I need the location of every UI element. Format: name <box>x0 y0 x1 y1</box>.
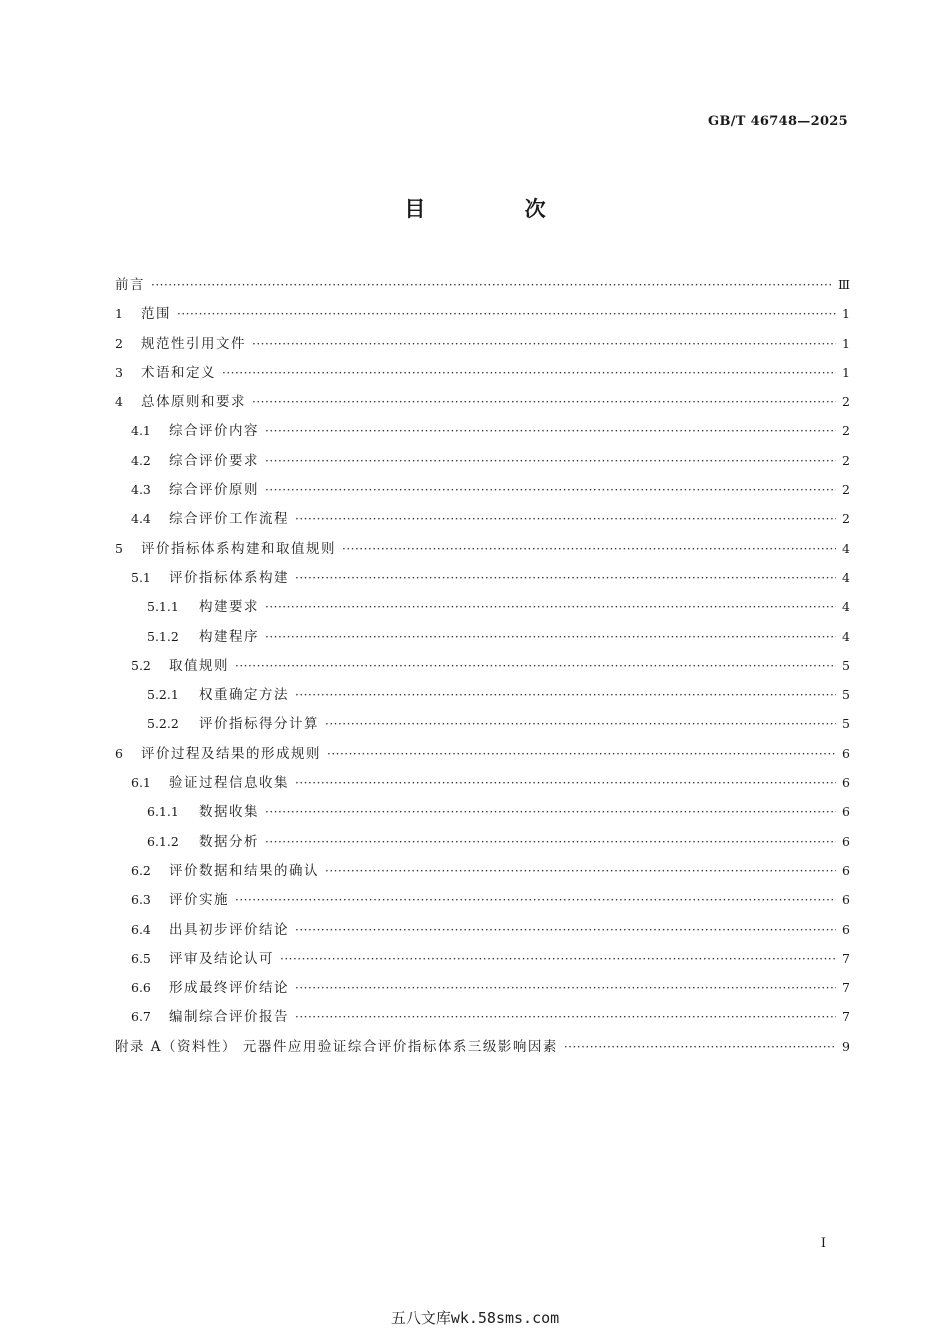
toc-entry-page: 4 <box>842 569 850 585</box>
toc-entry[interactable] <box>115 475 850 504</box>
toc-entry-number: 5.2 <box>131 657 151 673</box>
toc-entry-number: 6.1.1 <box>147 804 179 820</box>
dot-leader <box>265 447 836 476</box>
toc-entry-label: 综合评价原则 <box>169 482 259 499</box>
toc-entry[interactable] <box>115 651 850 680</box>
toc-entry[interactable] <box>115 592 850 621</box>
page-folio: I <box>820 1236 826 1251</box>
toc-entry-number: 6.1.2 <box>147 833 179 849</box>
toc-entry-number: 5.1.1 <box>147 599 179 615</box>
dot-leader <box>325 857 836 886</box>
dot-leader <box>252 330 836 359</box>
toc-entry-number: 5.2.1 <box>147 687 179 703</box>
toc-entry-page: 6 <box>842 921 850 937</box>
toc-entry-number: 6.1 <box>131 775 151 791</box>
toc-entry-page: 5 <box>842 716 850 732</box>
toc-entry-number: 6.5 <box>131 950 151 966</box>
dot-leader <box>295 974 836 1003</box>
dot-leader <box>235 652 836 681</box>
toc-entry-label: 形成最终评价结论 <box>169 980 289 997</box>
toc-entry-label: 取值规则 <box>169 657 229 674</box>
toc-entry-number: 6.3 <box>131 892 151 908</box>
toc-entry-label: 评价指标体系构建和取值规则 <box>141 540 336 557</box>
toc-entry-label: 前言 <box>115 277 145 293</box>
toc-entry-number: 6 <box>115 745 123 761</box>
toc-entry-page: 6 <box>842 745 850 761</box>
toc-entry-number: 5.1 <box>131 569 151 585</box>
toc-entry-label: 评价指标得分计算 <box>199 716 319 733</box>
dot-leader <box>265 476 836 505</box>
toc-entry-number: 4 <box>115 394 123 410</box>
toc-entry[interactable] <box>115 973 850 1002</box>
toc-entry-label: 编制综合评价报告 <box>169 1009 289 1026</box>
toc-entry[interactable] <box>115 416 850 445</box>
toc-entry-label: 数据收集 <box>199 804 259 821</box>
toc-entry-page: 6 <box>842 804 850 820</box>
toc-entry-page: 4 <box>842 540 850 556</box>
toc-entry[interactable] <box>115 534 850 563</box>
toc-entry-page: 1 <box>842 364 850 380</box>
toc-entry-number: 4.4 <box>131 511 151 527</box>
toc-entry-number: 6.7 <box>131 1009 151 1025</box>
toc-entry-number: 4.3 <box>131 482 151 498</box>
dot-leader <box>325 710 836 739</box>
toc-entry[interactable] <box>115 504 850 533</box>
toc-entry-page: 2 <box>842 511 850 527</box>
toc-entry-label: 范围 <box>141 306 171 323</box>
dot-leader <box>280 945 836 974</box>
toc-entry-number: 1 <box>115 306 123 322</box>
toc-entry[interactable] <box>115 358 850 387</box>
dot-leader <box>151 271 832 300</box>
toc-entry[interactable] <box>115 856 850 885</box>
toc-entry-number: 5.1.2 <box>147 628 179 644</box>
toc-entry[interactable] <box>115 768 850 797</box>
toc-entry[interactable] <box>115 1002 850 1031</box>
toc-entry[interactable] <box>115 270 850 299</box>
page-title: 目 次 <box>404 197 592 221</box>
toc-entry-label: 评价数据和结果的确认 <box>169 862 319 879</box>
toc-entry[interactable] <box>115 827 850 856</box>
toc-entry[interactable] <box>115 709 850 738</box>
toc-entry-page: 2 <box>842 394 850 410</box>
toc-entry-page: 6 <box>842 862 850 878</box>
toc-entry-label: 术语和定义 <box>141 364 216 381</box>
toc-entry-page: 2 <box>842 452 850 468</box>
toc-entry-page: 4 <box>842 599 850 615</box>
dot-leader <box>252 388 836 417</box>
toc-entry-page: Ⅲ <box>837 277 850 292</box>
dot-leader <box>295 505 836 534</box>
toc-entry[interactable] <box>115 680 850 709</box>
toc-entry-page: 7 <box>842 950 850 966</box>
toc-entry-page: 5 <box>842 687 850 703</box>
toc-entry-number: 4.2 <box>131 452 151 468</box>
toc-entry-label: 总体原则和要求 <box>141 394 246 411</box>
toc-entry-label: 综合评价工作流程 <box>169 511 289 528</box>
toc-entry[interactable] <box>115 622 850 651</box>
toc-entry-page: 4 <box>842 628 850 644</box>
standard-code: GB/T 46748—2025 <box>708 114 848 129</box>
toc-entry[interactable] <box>115 387 850 416</box>
toc-entry[interactable] <box>115 563 850 592</box>
toc-entry-label: 综合评价要求 <box>169 452 259 469</box>
toc-entry-page: 9 <box>842 1038 850 1054</box>
toc-entry-page: 7 <box>842 1009 850 1025</box>
toc-entry-label: 验证过程信息收集 <box>169 775 289 792</box>
toc-entry[interactable] <box>115 885 850 914</box>
dot-leader <box>295 769 836 798</box>
table-of-contents <box>115 270 850 1061</box>
toc-entry-label: 评价过程及结果的形成规则 <box>141 745 321 762</box>
dot-leader <box>295 681 836 710</box>
toc-entry-number: 6.2 <box>131 862 151 878</box>
toc-entry-label: 评审及结论认可 <box>169 950 274 967</box>
toc-entry-label: 构建程序 <box>199 628 259 645</box>
toc-entry-label: 数据分析 <box>199 833 259 850</box>
dot-leader <box>265 593 836 622</box>
toc-entry[interactable] <box>115 944 850 973</box>
toc-entry-page: 2 <box>842 423 850 439</box>
toc-entry-label: 权重确定方法 <box>199 687 289 704</box>
dot-leader <box>295 564 836 593</box>
watermark-text: 五八文库wk.58sms.com <box>390 1309 560 1327</box>
toc-entry[interactable] <box>115 329 850 358</box>
dot-leader <box>177 300 836 329</box>
dot-leader <box>327 740 836 769</box>
toc-entry-label: 综合评价内容 <box>169 423 259 440</box>
toc-entry-page: 5 <box>842 657 850 673</box>
toc-entry-page: 6 <box>842 892 850 908</box>
toc-entry-label: 规范性引用文件 <box>141 335 246 352</box>
toc-entry-label: 评价实施 <box>169 892 229 909</box>
toc-entry[interactable] <box>115 739 850 768</box>
toc-entry-label: 附录 A（资料性） 元器件应用验证综合评价指标体系三级影响因素 <box>115 1038 558 1055</box>
toc-entry-number: 3 <box>115 364 123 380</box>
dot-leader <box>295 916 836 945</box>
toc-entry-page: 6 <box>842 833 850 849</box>
dot-leader <box>235 886 836 915</box>
toc-entry-label: 评价指标体系构建 <box>169 569 289 586</box>
toc-entry-label: 出具初步评价结论 <box>169 921 289 938</box>
toc-entry[interactable] <box>115 915 850 944</box>
toc-entry[interactable] <box>115 1032 850 1061</box>
toc-entry[interactable] <box>115 446 850 475</box>
toc-entry-page: 1 <box>842 306 850 322</box>
dot-leader <box>265 798 836 827</box>
toc-entry-number: 5 <box>115 540 123 556</box>
dot-leader <box>295 1003 836 1032</box>
toc-entry-number: 6.4 <box>131 921 151 937</box>
toc-entry-number: 5.2.2 <box>147 716 179 732</box>
dot-leader <box>265 828 836 857</box>
dot-leader <box>265 623 836 652</box>
toc-entry-page: 7 <box>842 980 850 996</box>
toc-entry-page: 6 <box>842 775 850 791</box>
toc-entry-number: 4.1 <box>131 423 151 439</box>
toc-entry-page: 1 <box>842 335 850 351</box>
dot-leader <box>342 535 836 564</box>
dot-leader <box>222 359 836 388</box>
dot-leader <box>265 417 836 446</box>
toc-entry-number: 6.6 <box>131 980 151 996</box>
toc-entry[interactable] <box>115 299 850 328</box>
dot-leader <box>564 1033 836 1062</box>
toc-entry-number: 2 <box>115 335 123 351</box>
toc-entry[interactable] <box>115 797 850 826</box>
toc-entry-label: 构建要求 <box>199 599 259 616</box>
toc-entry-page: 2 <box>842 482 850 498</box>
